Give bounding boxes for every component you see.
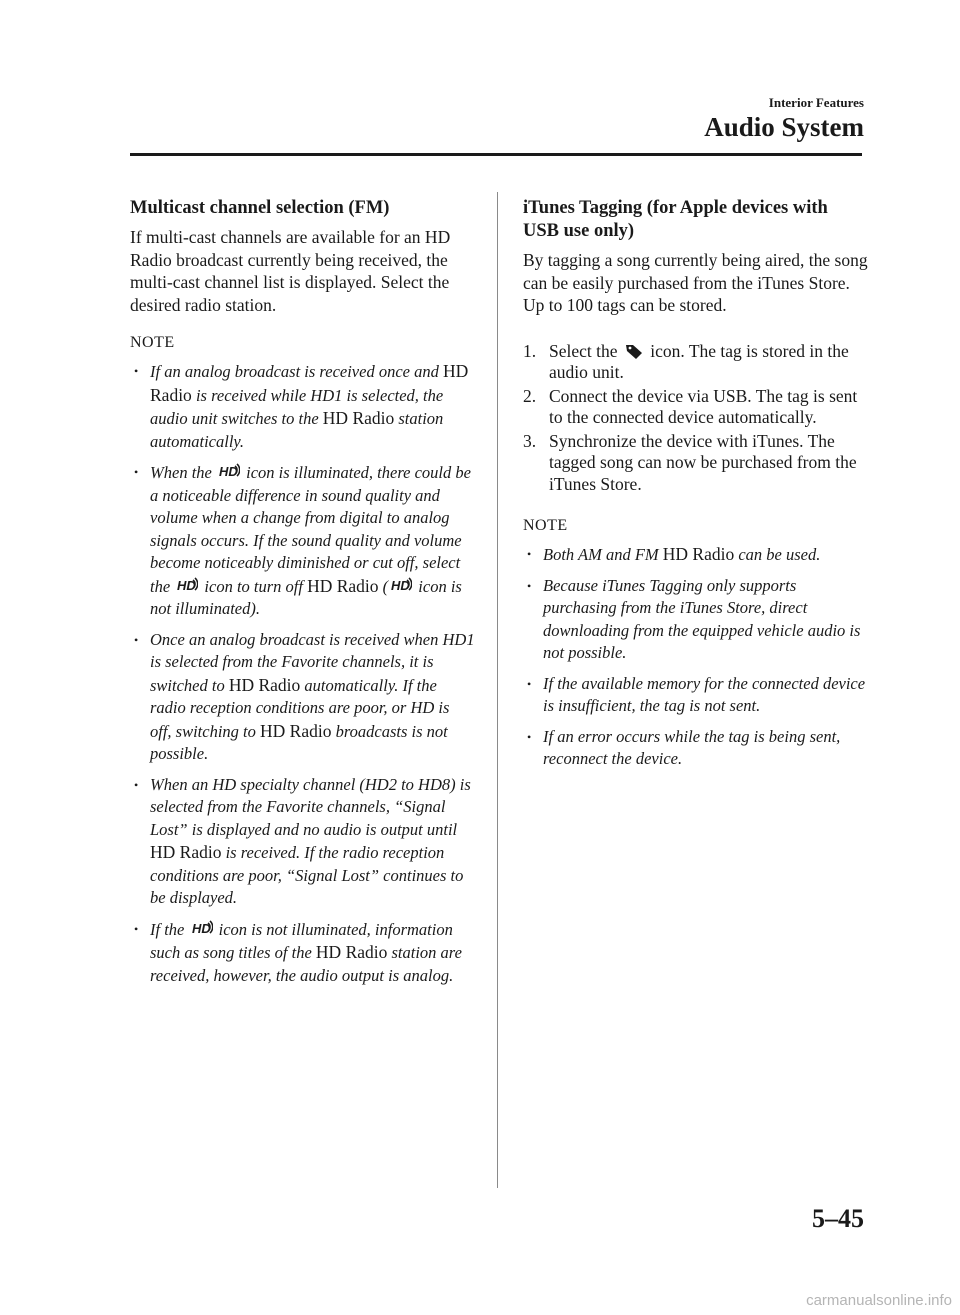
hd-radio-label: HD Radio <box>307 575 379 596</box>
bullet: • <box>527 729 532 744</box>
list-item <box>523 726 868 771</box>
list-item <box>130 360 475 453</box>
note-text: automatically. If the radio reception conditions are poor, or HD is off, switching to <box>150 675 450 741</box>
itunes-tagging-heading: iTunes Tagging (for Apple devices with USB use only) <box>523 198 828 241</box>
note-text: If the available memory for the connected device is insufficient, the tag is not sent. <box>543 673 866 715</box>
note-text: If the <box>150 919 189 939</box>
note-text: icon is not illuminated). <box>150 576 462 618</box>
note-text: station are received, however, the audio output is analog. <box>150 943 462 985</box>
note-text: icon to turn off <box>200 576 308 596</box>
note-text: station automatically. <box>150 409 444 451</box>
hd-radio-label: HD Radio <box>315 942 388 962</box>
step-number: 3. <box>523 430 537 451</box>
bullet: • <box>134 465 139 479</box>
hd-radio-label: HD Radio <box>260 720 332 741</box>
hd-radio-label: HD Radio <box>150 361 469 405</box>
note-text: broadcasts is not possible. <box>150 721 448 763</box>
list-item <box>523 575 868 665</box>
svg-text:HD: HD <box>218 464 238 479</box>
bullet: • <box>527 547 532 561</box>
hd-radio-label: HD Radio <box>322 408 395 428</box>
list-item <box>523 341 868 384</box>
note-text: is received while HD1 is selected, the audio unit switches to the <box>150 385 444 428</box>
note-text: is received. If the radio reception conditions are poor, “Signal Lost” continues to be displayed. <box>150 843 464 907</box>
list-item <box>523 543 868 567</box>
step-number: 2. <box>523 385 537 406</box>
list-item <box>130 461 475 621</box>
note-label: NOTE <box>523 517 568 534</box>
note-text: When the <box>150 463 216 482</box>
section-label: Interior Features <box>768 95 864 110</box>
bullet: • <box>527 578 532 593</box>
note-text: Once an analog broadcast is received when HD1 is selected from the Favorite channels, it is switched to <box>150 629 475 695</box>
note-text: If an error occurs while the tag is being sent, reconnect the device. <box>543 726 841 768</box>
left-column <box>130 197 475 995</box>
step-text: Connect the device via USB. The tag is sent to the connected device automatically. <box>549 385 858 427</box>
hd-radio-label: HD Radio <box>150 842 222 862</box>
step-text: Synchronize the device with iTunes. The tagged song can now be purchased from the iTunes Store. <box>549 430 857 494</box>
list-item <box>130 629 475 766</box>
list-item <box>130 774 475 910</box>
note-text: can be used. <box>734 545 821 564</box>
bullet: • <box>134 632 139 647</box>
bullet: • <box>134 364 139 378</box>
step-text: Select the <box>549 340 622 361</box>
watermark: carmanualsonline.info <box>806 1292 952 1309</box>
svg-text:HD: HD <box>177 577 197 593</box>
note-text: Both AM and FM <box>543 545 663 564</box>
bullet: • <box>527 676 532 691</box>
note-list <box>523 543 868 771</box>
note-text: icon is not illuminated, information such as song titles of the <box>150 919 453 962</box>
multicast-heading: Multicast channel selection (FM) <box>130 198 390 218</box>
step-list <box>523 341 868 496</box>
note-label: NOTE <box>130 334 175 351</box>
hd-radio-label: HD Radio <box>662 544 735 564</box>
page-title: Audio System <box>704 112 864 142</box>
right-column <box>523 197 868 779</box>
multicast-paragraph: If multi-cast channels are available for an HD Radio broadcast currently being received, the multi-cast channel list is displayed. Select the desired radio station. <box>130 227 451 315</box>
note-text: When an HD specialty channel (HD2 to HD8) is selected from the Favorite channels, “Signal Lost” is displayed and no audio is output until <box>150 774 471 839</box>
itunes-tagging-paragraph: By tagging a song currently being aired, the song can be easily purchased from the iTunes Store. Up to 100 tags can be stored. <box>523 250 868 315</box>
hd-radio-icon <box>390 575 412 595</box>
note-text: Because iTunes Tagging only supports purchasing from the iTunes Store, direct downloading from the equipped vehicle audio is not possible. <box>543 575 861 662</box>
step-text: icon. The tag is stored in the audio unit. <box>549 340 849 382</box>
tag-icon <box>624 342 644 360</box>
svg-text:HD: HD <box>191 920 211 936</box>
hd-radio-icon <box>191 918 213 938</box>
bullet: • <box>134 921 139 936</box>
note-text: If an analog broadcast is received once and <box>150 362 443 381</box>
list-item <box>523 386 868 429</box>
svg-text:HD: HD <box>391 577 410 593</box>
hd-radio-label: HD Radio <box>228 674 301 695</box>
note-list <box>130 360 475 987</box>
note-text: icon is illuminated, there could be a noticeable difference in sound quality and volume when a change from digital to analog signals occurs. If the sound quality and volume become noticeably diminished or cut off, select the <box>150 463 471 596</box>
hd-radio-icon <box>218 461 240 481</box>
step-number: 1. <box>523 340 537 361</box>
header-rule <box>130 153 862 156</box>
page-number: 5–45 <box>812 1204 864 1233</box>
list-item <box>130 918 475 988</box>
list-item <box>523 431 868 496</box>
column-divider <box>497 192 498 1188</box>
hd-radio-icon <box>176 575 198 595</box>
list-item <box>523 673 868 718</box>
note-text: ( <box>378 576 389 596</box>
bullet: • <box>134 777 139 792</box>
